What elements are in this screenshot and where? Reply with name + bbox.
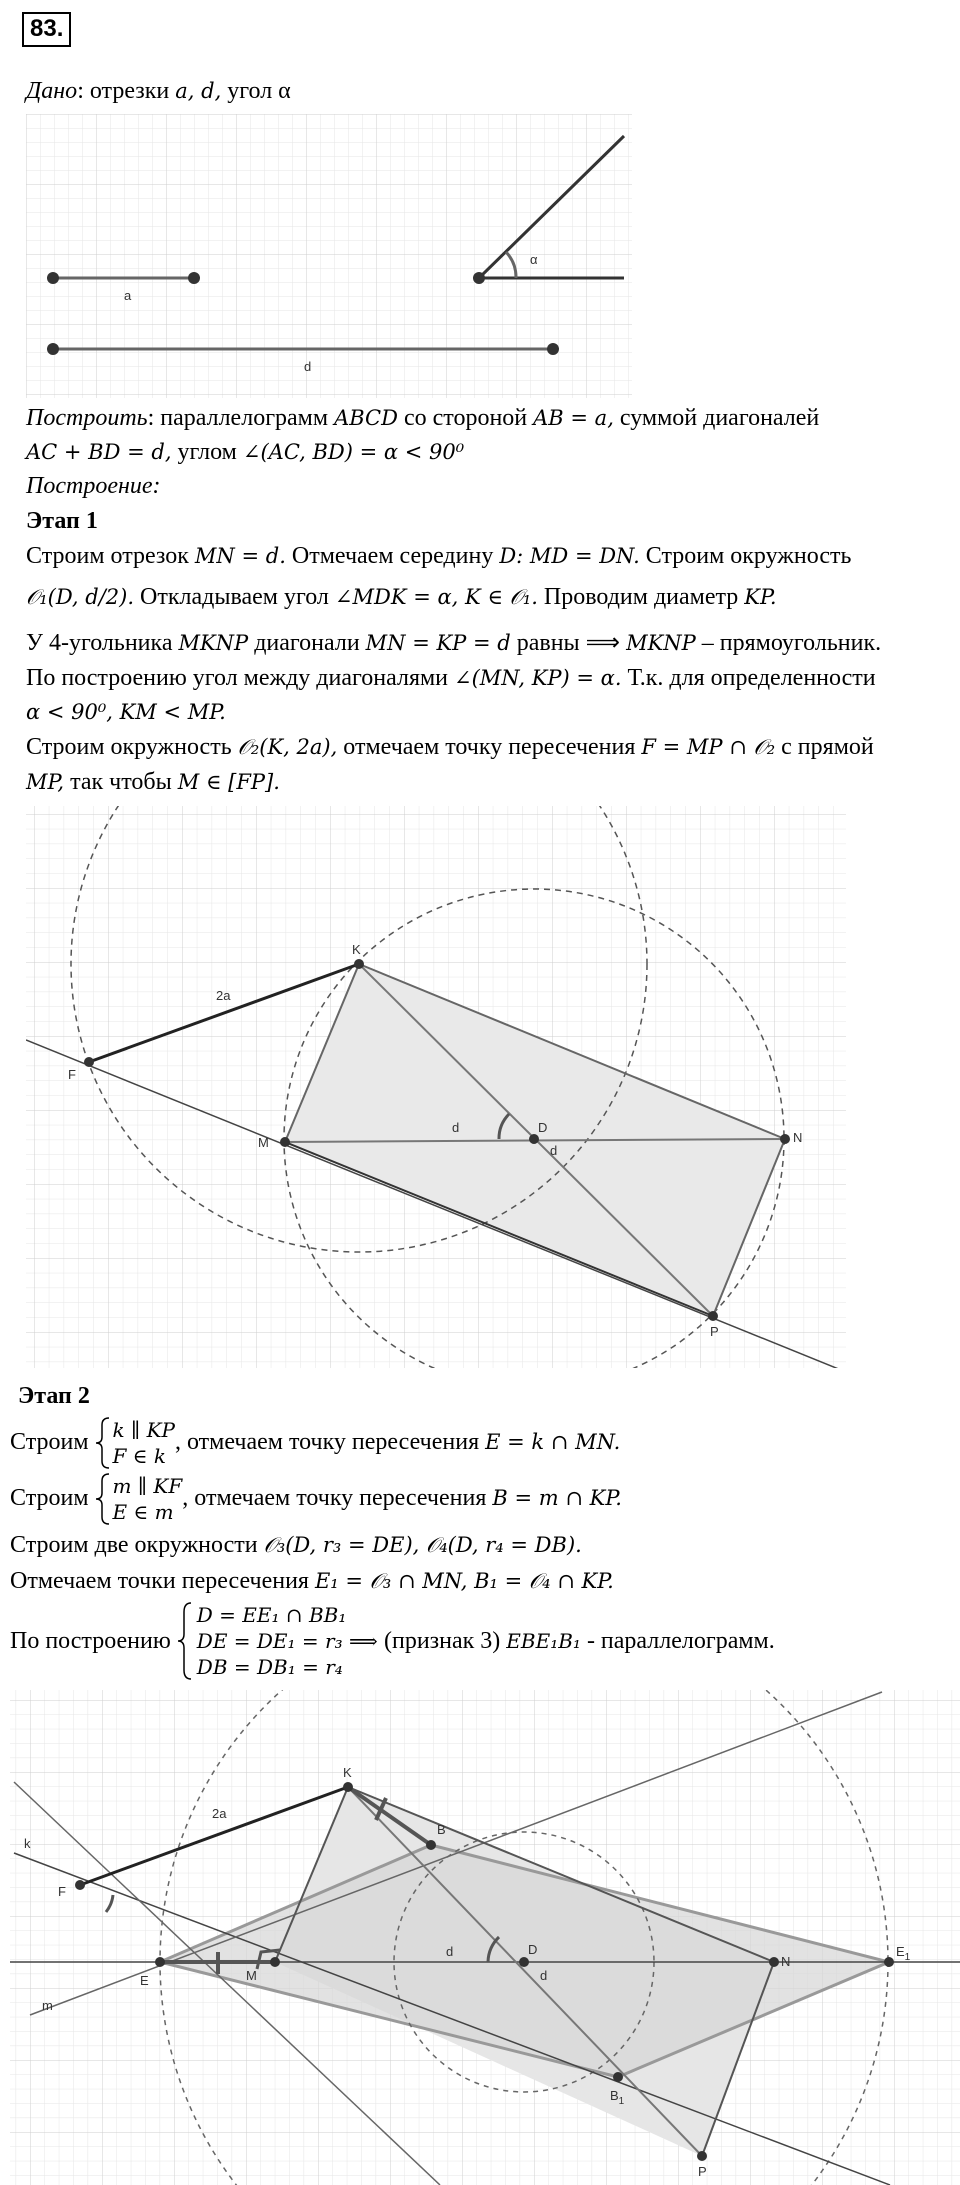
given-label: Дано (26, 78, 78, 104)
label-F: F (68, 1067, 76, 1082)
label-B1: $B_1$ (610, 2088, 625, 2107)
stage1-line-6: Строим окружность 𝒪₂(K, 2a), отмечаем точку пересечения F = MP ∩ 𝒪₂ с прямой (26, 734, 874, 760)
figure-stage1 (26, 806, 846, 1368)
problem-number: 83. (22, 12, 71, 47)
label-E1: $E_1$ (896, 1944, 911, 1963)
stage2-line-4: Отмечаем точки пересечения E₁ = 𝒪₃ ∩ MN, B₁ = 𝒪₄ ∩ KP. (10, 1568, 614, 1594)
label-D: D (538, 1120, 548, 1135)
stage2-line-1: Строим k ∥ KP F ∈ k , отмечаем точку пересечения E = k ∩ MN. (10, 1418, 621, 1469)
stage1-title: Этап 1 (26, 508, 98, 534)
construct-line-2: AC + BD = d, углом ∠(AC, BD) = α < 90⁰ (26, 439, 465, 465)
label-P: P (710, 1324, 719, 1339)
stage1-line-7: MP, так чтобы M ∈ [FP]. (26, 769, 280, 795)
label-d1: d (452, 1120, 460, 1135)
label-alpha: α (530, 252, 538, 267)
label-D: D (528, 1942, 538, 1957)
label-P: P (698, 2164, 707, 2179)
label-N: N (781, 1954, 791, 1969)
given-line: Дано: отрезки a, d, угол α (26, 78, 291, 104)
label-2a: 2a (216, 988, 231, 1003)
label-d1: d (446, 1944, 454, 1959)
label-B: B (437, 1822, 446, 1837)
label-M: M (258, 1135, 269, 1150)
stage1-line-4: По построению угол между диагоналями ∠(MN, KP) = α. Т.к. для определенности (26, 665, 876, 691)
label-k: k (24, 1836, 31, 1851)
label-m: m (42, 1998, 53, 2013)
figure-given (26, 114, 632, 398)
label-d2: d (540, 1968, 548, 1983)
construct-label: Построить (26, 405, 148, 431)
stage2-line-2: Строим m ∥ KF E ∈ m , отмечаем точку пересечения B = m ∩ KP. (10, 1474, 622, 1525)
label-F: F (58, 1884, 66, 1899)
label-K: K (352, 942, 361, 957)
stage1-line-2: 𝒪₁(D, d/2). Откладываем угол ∠MDK = α, K ∈ 𝒪₁. Проводим диаметр KP. (26, 584, 777, 610)
label-d2: d (550, 1143, 558, 1158)
construction-label: Построение: (26, 473, 161, 499)
stage2-line-5: По построению D = EE₁ ∩ BB₁ DE = DE₁ = r₃ ⟹ (признак 3) EBE₁B₁ - параллелограмм. DB = DB₁ = r₄ (10, 1603, 775, 1679)
stage1-line-5: α < 90⁰, KM < MP. (26, 700, 226, 724)
stage1-line-1: Строим отрезок MN = d. Отмечаем середину D: MD = DN. Строим окружность (26, 543, 852, 569)
stage1-line-3: У 4-угольника MKNP диагонали MN = KP = d равны ⟹ MKNP – прямоугольник. (26, 630, 882, 656)
label-M: M (246, 1968, 257, 1983)
label-2a: 2a (212, 1806, 227, 1821)
label-a: a (124, 288, 132, 303)
stage2-line-3: Строим две окружности 𝒪₃(D, r₃ = DE), 𝒪₄(D, r₄ = DB). (10, 1532, 582, 1558)
label-d: d (304, 359, 312, 374)
stage2-title: Этап 2 (18, 1383, 90, 1409)
label-E: E (140, 1973, 149, 1988)
label-N: N (793, 1130, 803, 1145)
label-K: K (343, 1765, 352, 1780)
construct-line-1: Построить: параллелограмм ABCD со стороной AB = a, суммой диагоналей (26, 405, 820, 431)
figure-stage2 (10, 1690, 960, 2185)
